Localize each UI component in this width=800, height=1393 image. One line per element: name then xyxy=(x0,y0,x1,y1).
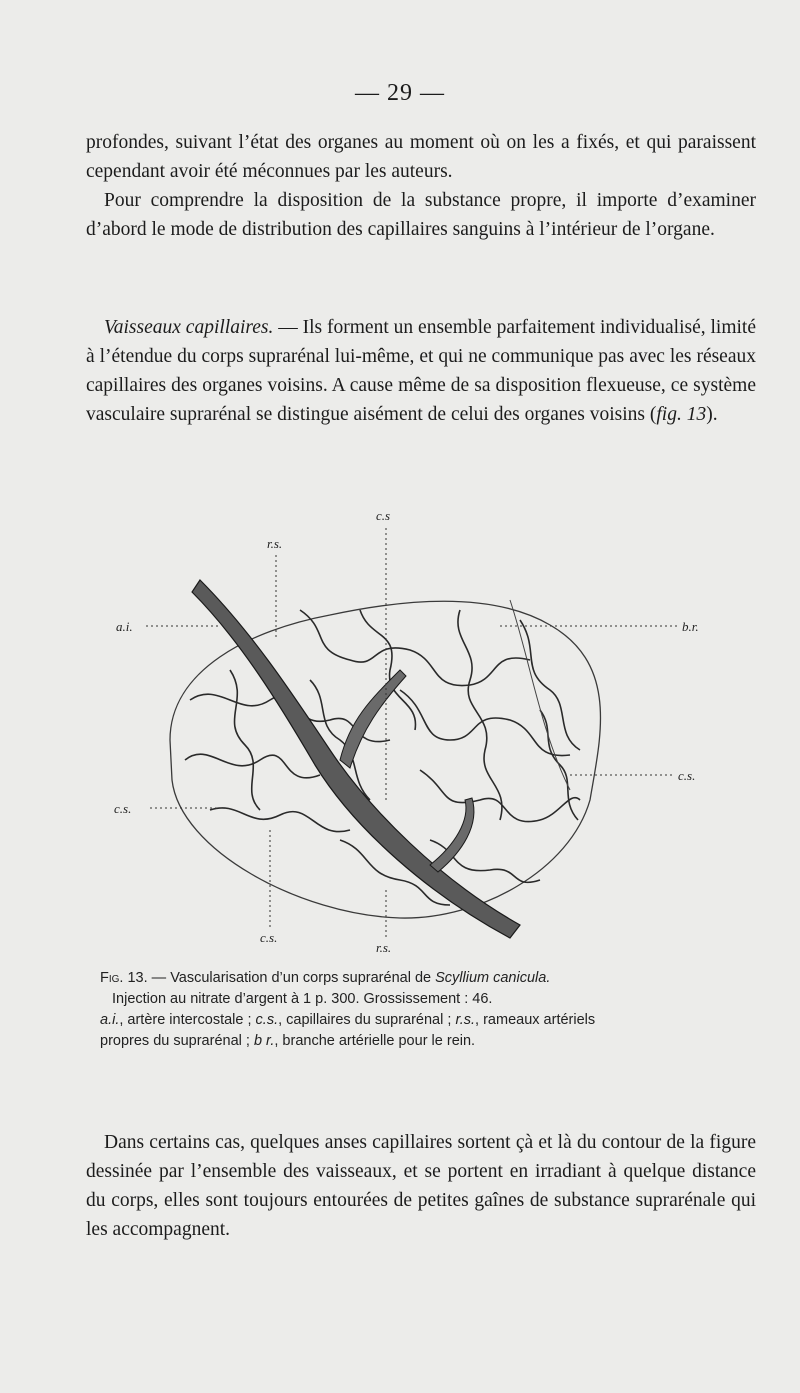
page-number: — 29 — xyxy=(355,80,445,106)
caption-abbr-ai: a.i. xyxy=(100,1012,120,1028)
caption-line-2: Injection au nitrate d’argent à 1 p. 300. Grossissement : 46. xyxy=(112,991,493,1007)
paragraph-1: profondes, suivant l’état des organes au moment où on les a fixés, et qui paraissent cependant avoir été méconnues par les auteurs. xyxy=(86,132,756,182)
text-top xyxy=(86,128,756,244)
caption-text-br: , branche artérielle pour le rein. xyxy=(274,1033,476,1049)
caption-species: Scyllium canicula. xyxy=(435,970,551,986)
paragraph-3-end: ). xyxy=(706,404,718,425)
paragraph-4: Dans certains cas, quelques anses capillaires sortent çà et là du contour de la figure dessinée par l’ensemble des vaisseaux, et se portent en irradiant à quelque distance du corps, elles sont toujours entourées de petites gaînes de substance suprarénale qui les accompagnent. xyxy=(86,1132,756,1240)
label-br: b.r. xyxy=(682,619,699,634)
intercostal-artery xyxy=(192,580,520,938)
figure-13-illustration xyxy=(100,500,740,960)
artery-branch-2 xyxy=(430,798,474,872)
caption-line-3 xyxy=(100,1010,770,1031)
caption-text-propres: propres du suprarénal ; xyxy=(100,1033,254,1049)
label-cs-top: c.s xyxy=(376,508,391,523)
caption-abbr-br: b r. xyxy=(253,1033,275,1049)
caption-abbr-cs: c.s. xyxy=(255,1012,279,1028)
text-bottom xyxy=(86,1128,756,1244)
figure-reference: fig. 13 xyxy=(656,404,707,425)
label-rs-bottom: r.s. xyxy=(376,940,392,955)
label-ai: a.i. xyxy=(116,619,133,634)
renal-branch xyxy=(510,600,570,790)
label-cs-right: c.s. xyxy=(678,768,696,783)
paragraph-2: Pour comprendre la disposition de la substance propre, il importe d’examiner d’abord le mode de distribution des capillaires sanguins à l’intérieur de l’organe. xyxy=(86,190,756,240)
caption-abbr-rs: r.s. xyxy=(455,1012,476,1028)
caption-title: — Vascularisation d’un corps suprarénal de xyxy=(147,970,436,986)
paragraph-3 xyxy=(86,313,756,429)
paragraph-3-lead: Vaisseaux capillaires. xyxy=(104,317,274,338)
label-rs-top: r.s. xyxy=(267,536,283,551)
label-cs-bottom: c.s. xyxy=(260,930,278,945)
caption-line-4 xyxy=(100,1031,770,1052)
label-cs-left: c.s. xyxy=(114,801,132,816)
paragraph-3-body: — Ils forment un ensemble parfaitement individualisé, limité à l’étendue du corps suprarénal lui-même, et qui ne communique pas avec les réseaux capillaires des organes voisins. A cause même de sa disposition flexueuse, ce système vasculaire suprarénal se distingue aisément de celui des organes voisins ( xyxy=(86,317,756,425)
text-capillaires xyxy=(86,313,756,429)
figure-caption xyxy=(100,968,770,1052)
artery-branch xyxy=(340,670,406,768)
caption-text-ai: , artère intercostale ; xyxy=(119,1012,256,1028)
caption-figure-label: Fig. 13. xyxy=(100,970,148,986)
caption-line-1 xyxy=(100,968,770,989)
caption-text-cs: , capillaires du suprarénal ; xyxy=(278,1012,456,1028)
caption-text-rs: , rameaux artériels xyxy=(475,1012,596,1028)
